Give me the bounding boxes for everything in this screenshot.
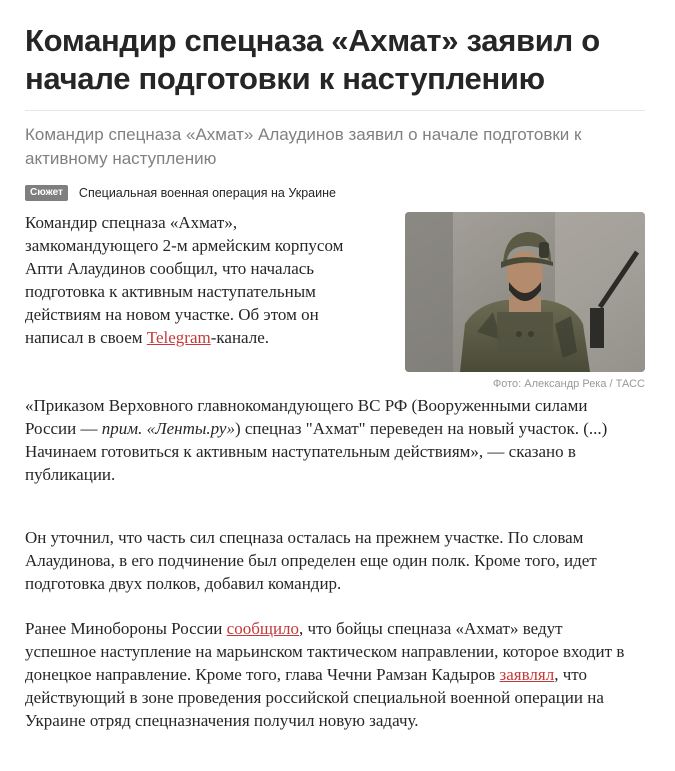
article-headline: Командир спецназа «Ахмат» заявил о начале подготовки к наступлению bbox=[25, 23, 600, 96]
p2-text-end: ) спецназ "Ахмат" переведен на новый участок. (...) Начинаем готовиться к активным наступательным действиям», — сказано в публикации. bbox=[25, 419, 608, 484]
telegram-link[interactable]: Telegram bbox=[146, 328, 211, 347]
story-link[interactable]: Специальная военная операция на Украине bbox=[78, 186, 336, 200]
paragraph-3: Он уточнил, что часть сил спецназа осталась на прежнем участке. По словам Алаудинова, в его подчинение был определен еще один полк. Кроме того, идет подготовка двух полков, добавил командир. bbox=[25, 528, 597, 593]
p1-text-end: -канале. bbox=[210, 328, 270, 347]
article-photo[interactable] bbox=[405, 212, 645, 372]
reported-link[interactable]: сообщило bbox=[226, 619, 300, 638]
photo-caption: Фото: Александр Река / ТАСС bbox=[492, 378, 645, 390]
paragraph-1 bbox=[25, 211, 365, 349]
p4-text-end: , что действующий в зоне проведения российской специальной военной операции на Украине отряд спецназначения получил новую задачу. bbox=[25, 665, 604, 730]
stated-link[interactable]: заявлял bbox=[499, 665, 555, 684]
paragraph-2 bbox=[25, 394, 625, 486]
divider bbox=[25, 110, 645, 111]
article-figure bbox=[405, 212, 645, 390]
article bbox=[25, 0, 645, 730]
p2-text: «Приказом Верховного главнокомандующего ВС РФ (Вооруженными силами России — bbox=[25, 396, 588, 438]
p4-text-mid: , что бойцы спецназа «Ахмат» ведут успешное наступление на марьинском тактическом направлении, которое входит в донецкое направление. Кроме того, глава Чечни Рамзан Кадыров bbox=[25, 619, 625, 684]
p1-text: Командир спецназа «Ахмат», замкомандующего 2-м армейским корпусом Апти Алаудинов сообщил, что началась подготовка к активным наступательным действиям на новом участке. Об этом он написал в своем bbox=[25, 213, 344, 347]
story-badge: Сюжет bbox=[25, 185, 68, 201]
story-tag bbox=[25, 185, 645, 201]
article-lead: Командир спецназа «Ахмат» Алаудинов заявил о начале подготовки к активному наступлению bbox=[25, 125, 582, 168]
p4-text: Ранее Минобороны России bbox=[25, 619, 227, 638]
p2-note: прим. «Ленты.ру» bbox=[101, 419, 235, 438]
paragraph-4 bbox=[25, 617, 630, 732]
